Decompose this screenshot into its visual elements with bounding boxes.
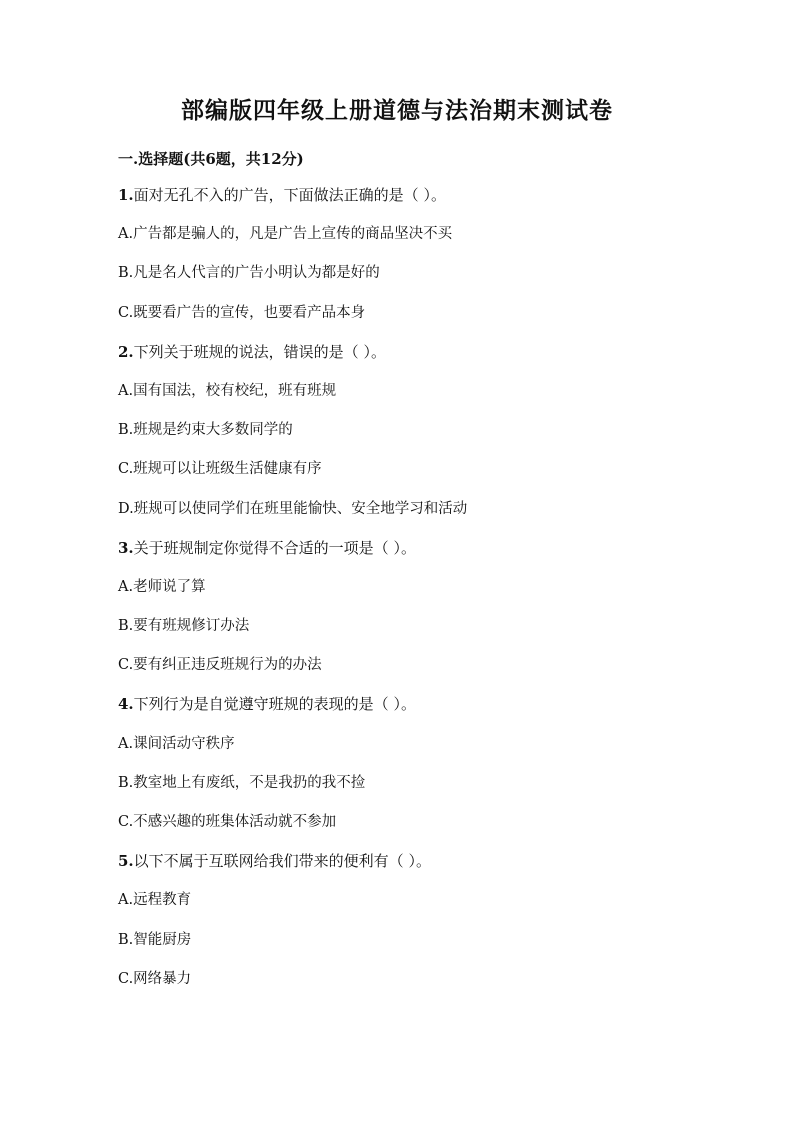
- question-list: [118, 184, 718, 1007]
- option-1c: C.既要看广告的宣传，也要看产品本身: [118, 304, 366, 321]
- question-text: 面对无孔不入的广告，下面做法正确的是（ ）。: [133, 186, 446, 204]
- page-title: 部编版四年级上册道德与法治期末测试卷: [181, 97, 613, 124]
- question-2: [118, 341, 718, 380]
- option-2d: D.班规可以使同学们在班里能愉快、安全地学习和活动: [118, 500, 468, 517]
- question-number: 5.: [118, 852, 134, 871]
- question-4: [118, 693, 718, 732]
- option-5c: C.网络暴力: [118, 970, 192, 987]
- question-text: 以下不属于互联网给我们带来的便利有（ ）。: [133, 852, 431, 871]
- option-4c: C.不感兴趣的班集体活动就不参加: [118, 814, 337, 830]
- section-heading: 一.选择题(共6题，共12分): [118, 150, 304, 168]
- question-text: 关于班规制定你觉得不合适的一项是（ ）。: [133, 538, 416, 557]
- question-3: [118, 537, 718, 576]
- option-5b: B.智能厨房: [118, 931, 192, 948]
- question-number: 2.: [118, 342, 134, 361]
- option-4b: B.教室地上有废纸，不是我扔的我不捡: [118, 774, 366, 791]
- question-5: [118, 850, 718, 889]
- option-4a: A.课间活动守秩序: [118, 735, 235, 752]
- option-2c: C.班规可以让班级生活健康有序: [118, 461, 322, 478]
- question-number: 4.: [118, 695, 134, 714]
- question-1: [118, 184, 718, 223]
- question-text: 下列关于班规的说法，错误的是（ ）。: [133, 342, 386, 361]
- question-text: 下列行为是自觉遵守班规的表现的是（ ）。: [133, 695, 416, 714]
- option-5a: A.远程教育: [118, 892, 192, 909]
- question-number: 3.: [118, 538, 134, 557]
- option-1a: A.广告都是骗人的，凡是广告上宣传的商品坚决不买: [118, 226, 453, 243]
- option-3c: C.要有纠正违反班规行为的办法: [118, 657, 322, 674]
- option-1b: B.凡是名人代言的广告小明认为都是好的: [118, 265, 380, 282]
- option-3a: A.老师说了算: [118, 578, 206, 595]
- option-2b: B.班规是约束大多数同学的: [118, 422, 293, 439]
- question-number: 1.: [118, 186, 134, 204]
- option-3b: B.要有班规修订办法: [118, 618, 250, 635]
- option-2a: A.国有国法，校有校纪，班有班规: [118, 382, 337, 399]
